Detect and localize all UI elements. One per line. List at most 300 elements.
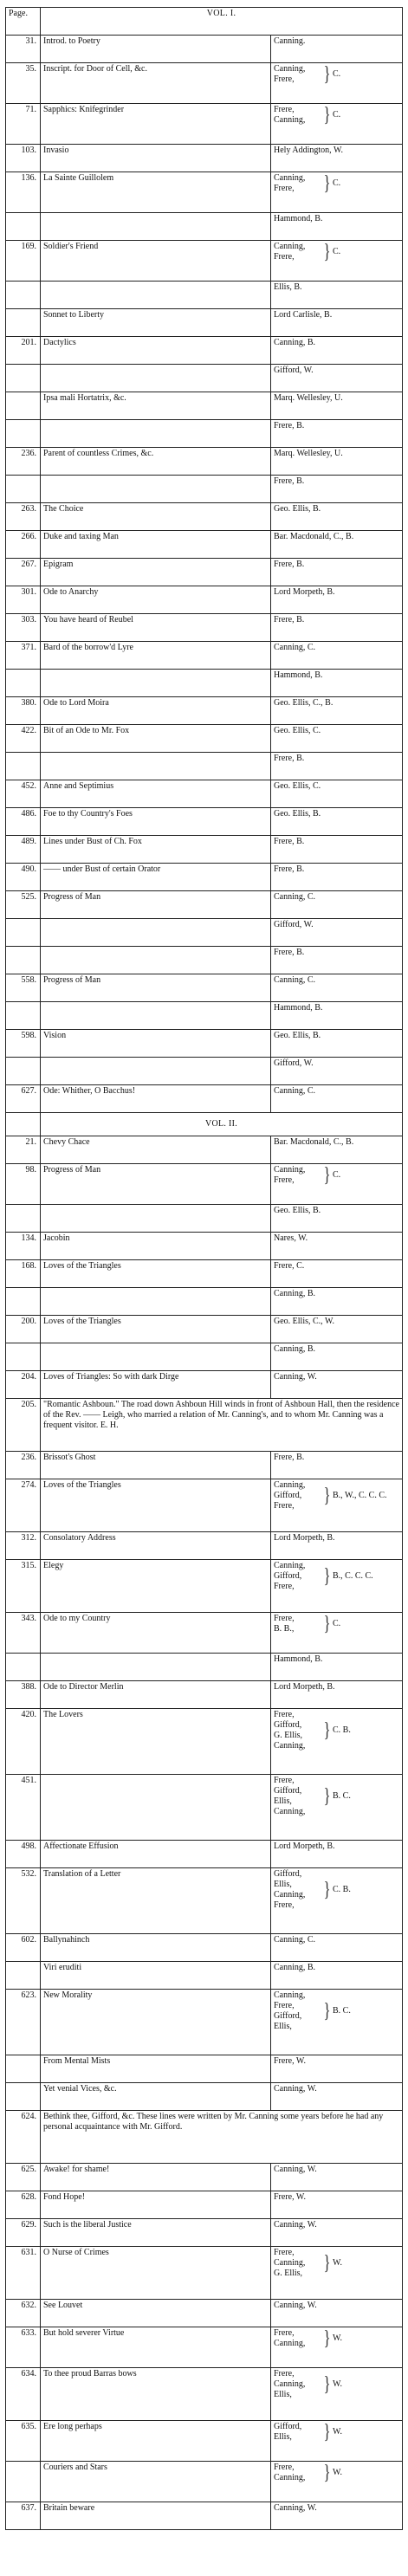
author-cell [271, 1030, 403, 1058]
author-name: Frere, [274, 1501, 295, 1511]
page-number-cell: 35. [6, 63, 41, 104]
poem-title-cell: Bard of the borrow'd Lyre [41, 642, 271, 670]
author-group [274, 1990, 399, 2032]
table-row [6, 213, 403, 241]
author-group [274, 2328, 399, 2349]
brace-glyph: } [323, 1164, 331, 1187]
header-row [6, 8, 403, 36]
author-name: Canning, [274, 2258, 306, 2268]
table-row [6, 974, 403, 1002]
poem-title-cell: To thee proud Barras bows [41, 2368, 271, 2421]
table-row [6, 2327, 403, 2368]
author-cell [271, 1164, 403, 1205]
table-row [6, 1681, 403, 1709]
poem-title-cell [41, 420, 271, 448]
author-cell [271, 586, 403, 614]
author-group [274, 1561, 399, 1592]
page-number-cell: 598. [6, 1030, 41, 1058]
brace-glyph: } [323, 1719, 331, 1742]
page-number-cell: 388. [6, 1681, 41, 1709]
brace-glyph: } [323, 63, 331, 86]
table-row [6, 503, 403, 531]
author-name: Frere, [274, 2328, 295, 2338]
table-row [6, 63, 403, 104]
author-cell [271, 1260, 403, 1288]
author-name: Canning, [274, 1990, 306, 2000]
author-name: Marq. Wellesley, U. [274, 449, 343, 458]
page-number-cell: 422. [6, 725, 41, 753]
table-row [6, 642, 403, 670]
page-number-cell: 267. [6, 559, 41, 586]
table-row [6, 1288, 403, 1316]
author-cell [271, 1654, 403, 1681]
table-row [6, 1205, 403, 1233]
volume-heading: VOL. I. [41, 8, 403, 36]
table-row [6, 1164, 403, 1205]
poem-title-cell: Dactylics [41, 337, 271, 365]
page-number-cell: 371. [6, 642, 41, 670]
page-number-cell [6, 420, 41, 448]
table-row [6, 476, 403, 503]
author-cell [271, 1934, 403, 1962]
author-name: Geo. Ellis, B. [274, 1031, 321, 1040]
author-cell [271, 2164, 403, 2191]
page-number-cell [6, 670, 41, 697]
author-cell [271, 2327, 403, 2368]
attribution-codes: C. B. [333, 1885, 351, 1894]
author-name: Canning, W. [274, 2220, 317, 2230]
author-cell [271, 1205, 403, 1233]
table-row [6, 1532, 403, 1560]
author-name: Frere, [274, 2248, 295, 2257]
poem-title-cell [41, 1343, 271, 1371]
author-cell [271, 1058, 403, 1085]
author-cell [271, 2368, 403, 2421]
poem-title-cell: Ode: Whither, O Bacchus! [41, 1085, 271, 1113]
author-cell [271, 1613, 403, 1654]
page-number-cell [6, 753, 41, 780]
page-number-cell [6, 1002, 41, 1030]
author-name: Bar. Macdonald, C., B. [274, 532, 354, 541]
page-number-cell: 452. [6, 780, 41, 808]
author-name: G. Ellis, [274, 1731, 303, 1740]
author-cell [271, 1841, 403, 1868]
attribution-table [5, 7, 403, 2530]
note-cell: "Romantic Ashboun." The road down Ashboun Hill winds in front of Ashboun Hall, then the residence of the Rev. —— Leigh, who married a relation of Mr. Canning's, and to whom Mr. Canning was a frequent visitor. E. H. [41, 1399, 403, 1452]
poem-title-cell: Fond Hope! [41, 2191, 271, 2219]
poem-title-cell: Ode to Anarchy [41, 586, 271, 614]
page-number-cell: 303. [6, 614, 41, 642]
poem-title-cell: From Mental Mists [41, 2055, 271, 2083]
author-cell [271, 1136, 403, 1164]
attribution-codes: B. C. [333, 1791, 351, 1801]
page-number-cell [6, 309, 41, 337]
author-group [274, 1776, 399, 1817]
author-name: Ellis, [274, 1796, 292, 1806]
poem-title-cell [41, 753, 271, 780]
author-names [274, 2369, 322, 2400]
author-cell [271, 864, 403, 891]
table-row [6, 2421, 403, 2462]
brace-glyph: } [323, 1565, 331, 1588]
page-number-cell: 169. [6, 241, 41, 282]
brace-glyph: } [323, 172, 331, 195]
author-name: Gifford, [274, 2011, 302, 2021]
page-number-cell: 625. [6, 2164, 41, 2191]
author-name: Hammond, B. [274, 670, 323, 680]
table-row [6, 104, 403, 145]
author-cell [271, 1371, 403, 1399]
author-name: Frere, B. [274, 615, 305, 625]
poem-title-cell [41, 919, 271, 947]
brace-glyph: } [323, 2327, 331, 2350]
author-name: G. Ellis, [274, 2269, 303, 2278]
brace-glyph: } [323, 1879, 331, 1901]
poem-title-cell: Elegy [41, 1560, 271, 1613]
author-name: Frere, B. [274, 754, 305, 763]
table-row [6, 2502, 403, 2530]
table-row [6, 392, 403, 420]
poem-title-cell: The Lovers [41, 1709, 271, 1775]
volume-heading: VOL. II. [41, 1113, 403, 1136]
poem-title-cell [41, 1002, 271, 1030]
author-names [274, 105, 322, 126]
author-cell [271, 531, 403, 559]
author-name: Canning, C. [274, 643, 316, 652]
page-number-cell: 315. [6, 1560, 41, 1613]
author-name: Gifford, [274, 1491, 302, 1500]
author-names [274, 2463, 322, 2483]
poem-title-cell: Invasio [41, 145, 271, 172]
poem-title-cell: Awake! for shame! [41, 2164, 271, 2191]
table-row [6, 670, 403, 697]
author-name: Frere, W. [274, 2056, 306, 2066]
author-name: Canning, [274, 2339, 306, 2348]
poem-title-cell [41, 1654, 271, 1681]
table-row [6, 2055, 403, 2083]
page-number-cell [6, 1205, 41, 1233]
table-row [6, 697, 403, 725]
poem-title-cell: Ere long perhaps [41, 2421, 271, 2462]
poem-title-cell: You have heard of Reubel [41, 614, 271, 642]
table-row [6, 309, 403, 337]
author-cell [271, 420, 403, 448]
author-cell [271, 559, 403, 586]
author-cell [271, 104, 403, 145]
page-number-cell [6, 365, 41, 392]
author-group [274, 2248, 399, 2279]
author-name: B. B., [274, 1624, 295, 1634]
author-name: Ellis, [274, 1880, 292, 1889]
poem-title-cell: Lines under Bust of Ch. Fox [41, 836, 271, 864]
table-row [6, 2368, 403, 2421]
attribution-codes: C. B. [333, 1725, 351, 1735]
poem-title-cell [41, 947, 271, 974]
author-cell [271, 2300, 403, 2327]
table-row [6, 1371, 403, 1399]
author-cell [271, 1990, 403, 2055]
author-name: Canning, [274, 64, 306, 74]
poem-title-cell: —— under Bust of certain Orator [41, 864, 271, 891]
author-name: Canning. [274, 36, 306, 46]
author-name: Canning, C. [274, 1086, 316, 1096]
author-name: Canning, W. [274, 2301, 317, 2310]
author-names [274, 2422, 322, 2443]
table-row [6, 1654, 403, 1681]
author-name: Hammond, B. [274, 1654, 323, 1664]
author-name: Frere, [274, 1776, 295, 1785]
author-cell [271, 1343, 403, 1371]
page-number-cell: 31. [6, 36, 41, 63]
poem-title-cell: Chevy Chace [41, 1136, 271, 1164]
author-name: Canning, W. [274, 1372, 317, 1382]
author-name: Canning, [274, 1480, 306, 1490]
author-cell [271, 1962, 403, 1990]
author-name: Marq. Wellesley, U. [274, 393, 343, 403]
table-row [6, 780, 403, 808]
table-row [6, 1343, 403, 1371]
table-row [6, 1399, 403, 1452]
author-name: Canning, C. [274, 975, 316, 985]
author-name: Geo. Ellis, C., W. [274, 1317, 335, 1326]
author-cell [271, 1452, 403, 1479]
attribution-codes: C. [333, 1170, 341, 1180]
table-row [6, 1260, 403, 1288]
author-name: Hammond, B. [274, 1003, 323, 1013]
attribution-codes: W. [333, 2427, 343, 2437]
author-cell [271, 282, 403, 309]
table-row [6, 1775, 403, 1841]
author-cell [271, 1479, 403, 1532]
author-name: Gifford, W. [274, 366, 314, 375]
page-number-cell [6, 919, 41, 947]
attribution-codes: C. [333, 69, 341, 79]
poem-title-cell: Soldier's Friend [41, 241, 271, 282]
page-number-cell [6, 1058, 41, 1085]
author-cell [271, 1709, 403, 1775]
author-group [274, 2369, 399, 2400]
poem-title-cell: Britain beware [41, 2502, 271, 2530]
author-name: Canning, B. [274, 338, 316, 347]
author-name: Geo. Ellis, C., B. [274, 698, 334, 708]
author-name: Frere, [274, 1710, 295, 1719]
table-row [6, 36, 403, 63]
author-name: Ellis, B. [274, 282, 302, 292]
attribution-table-body [6, 8, 403, 2530]
author-name: Hely Addington, W. [274, 146, 344, 155]
author-name: Frere, [274, 2001, 295, 2010]
author-names [274, 1561, 322, 1592]
author-name: Frere, [274, 1900, 295, 1910]
author-name: Frere, C. [274, 1261, 305, 1271]
page-number-cell: 635. [6, 2421, 41, 2462]
page-number-cell: 168. [6, 1260, 41, 1288]
page-number-cell: 558. [6, 974, 41, 1002]
page-number-cell: 489. [6, 836, 41, 864]
poem-title-cell: Such is the liberal Justice [41, 2219, 271, 2247]
author-cell [271, 63, 403, 104]
poem-title-cell: Affectionate Effusion [41, 1841, 271, 1868]
page-number-cell: 634. [6, 2368, 41, 2421]
author-cell [271, 2421, 403, 2462]
table-row [6, 753, 403, 780]
author-cell [271, 365, 403, 392]
author-names [274, 1869, 322, 1911]
table-row [6, 2300, 403, 2327]
table-row [6, 145, 403, 172]
poem-title-cell: Ipsa mali Hortatrix, &c. [41, 392, 271, 420]
table-row [6, 1613, 403, 1654]
author-name: Frere, B. [274, 948, 305, 957]
poem-title-cell: Sonnet to Liberty [41, 309, 271, 337]
author-name: Canning, [274, 1741, 306, 1751]
attribution-codes: C. [333, 247, 341, 256]
table-row [6, 365, 403, 392]
author-name: Lord Morpeth, B. [274, 587, 335, 597]
table-row [6, 1316, 403, 1343]
poem-title-cell: Ode to Director Merlin [41, 1681, 271, 1709]
author-name: Gifford, [274, 1786, 302, 1796]
author-name: Ellis, [274, 2390, 292, 2399]
author-cell [271, 642, 403, 670]
author-cell [271, 780, 403, 808]
page-number-cell: 637. [6, 2502, 41, 2530]
author-names [274, 242, 322, 262]
author-name: Gifford, W. [274, 920, 314, 929]
page-number-cell: 98. [6, 1164, 41, 1205]
poem-title-cell: The Choice [41, 503, 271, 531]
poem-title-cell: Consolatory Address [41, 1532, 271, 1560]
author-names [274, 1480, 322, 1511]
page-number-cell: 623. [6, 1990, 41, 2055]
page-number-cell: 525. [6, 891, 41, 919]
poem-title-cell: Brissot's Ghost [41, 1452, 271, 1479]
author-name: Frere, [274, 105, 295, 114]
author-name: Lord Carlisle, B. [274, 310, 333, 320]
author-cell [271, 2191, 403, 2219]
author-name: Canning, C. [274, 1935, 316, 1945]
page-number-cell: 263. [6, 503, 41, 531]
author-cell [271, 1532, 403, 1560]
page-number-cell: 532. [6, 1868, 41, 1934]
author-name: Frere, B. [274, 476, 305, 486]
page-number-cell [6, 2083, 41, 2111]
page-number-cell: 451. [6, 1775, 41, 1841]
page-number-cell: 201. [6, 337, 41, 365]
attribution-codes: W. [333, 2333, 343, 2343]
table-row [6, 1002, 403, 1030]
table-row [6, 1058, 403, 1085]
author-name: Frere, [274, 74, 295, 84]
author-cell [271, 808, 403, 836]
page-number-cell [6, 213, 41, 241]
page-number-cell: 134. [6, 1233, 41, 1260]
page-number-cell: 205. [6, 1399, 41, 1452]
author-name: Hammond, B. [274, 214, 323, 223]
poem-title-cell: La Sainte Guillolem [41, 172, 271, 213]
table-row [6, 725, 403, 753]
poem-title-cell: O Nurse of Crimes [41, 2247, 271, 2300]
table-row [6, 2462, 403, 2502]
author-cell [271, 145, 403, 172]
author-name: Gifford, [274, 1869, 302, 1879]
author-group [274, 105, 399, 126]
page-number-cell [6, 2055, 41, 2083]
brace-glyph: } [323, 241, 331, 263]
author-cell [271, 947, 403, 974]
table-row [6, 2191, 403, 2219]
author-group [274, 64, 399, 85]
author-cell [271, 172, 403, 213]
poem-title-cell: Ode to my Country [41, 1613, 271, 1654]
author-names [274, 2328, 322, 2349]
poem-title-cell: Loves of the Triangles [41, 1479, 271, 1532]
author-name: Frere, B. [274, 864, 305, 874]
author-cell [271, 1288, 403, 1316]
author-name: Frere, [274, 184, 295, 193]
table-row [6, 172, 403, 213]
author-cell [271, 974, 403, 1002]
author-name: Frere, B. [274, 421, 305, 430]
author-name: Frere, B. [274, 1453, 305, 1462]
author-name: Canning, B. [274, 1963, 316, 1972]
poem-title-cell [41, 670, 271, 697]
author-cell [271, 1560, 403, 1613]
volume-two-row [6, 1113, 403, 1136]
author-group [274, 2422, 399, 2443]
author-name: Frere, [274, 1582, 295, 1591]
author-cell [271, 836, 403, 864]
author-group [274, 1165, 399, 1186]
page-number-cell: 631. [6, 2247, 41, 2300]
author-name: Gifford, [274, 1571, 302, 1581]
brace-glyph: } [323, 104, 331, 126]
author-name: Ellis, [274, 2432, 292, 2442]
poem-title-cell: Anne and Septimius [41, 780, 271, 808]
page-number-cell: 624. [6, 2111, 41, 2164]
author-name: Gifford, W. [274, 1058, 314, 1068]
author-cell [271, 891, 403, 919]
author-name: Gifford, [274, 2422, 302, 2431]
table-row [6, 1990, 403, 2055]
table-row [6, 1841, 403, 1868]
page-number-cell: 103. [6, 145, 41, 172]
poem-title-cell: Translation of a Letter [41, 1868, 271, 1934]
page-number-cell: 312. [6, 1532, 41, 1560]
table-row [6, 1709, 403, 1775]
author-name: Frere, W. [274, 2192, 306, 2202]
author-name: Frere, [274, 2463, 295, 2472]
author-group [274, 1614, 399, 1634]
author-cell [271, 2055, 403, 2083]
page-number-cell: 236. [6, 448, 41, 476]
author-name: Frere, [274, 252, 295, 262]
page-number-cell [6, 1288, 41, 1316]
author-cell [271, 213, 403, 241]
table-row [6, 1233, 403, 1260]
author-name: Geo. Ellis, B. [274, 504, 321, 514]
poem-title-cell [41, 213, 271, 241]
poem-title-cell [41, 282, 271, 309]
brace-glyph: } [323, 2252, 331, 2275]
author-name: Geo. Ellis, B. [274, 809, 321, 819]
poem-title-cell: Ode to Lord Moira [41, 697, 271, 725]
author-names [274, 1776, 322, 1817]
page-number-cell: 204. [6, 1371, 41, 1399]
table-row [6, 2111, 403, 2164]
author-group [274, 2463, 399, 2483]
brace-glyph: } [323, 1785, 331, 1808]
